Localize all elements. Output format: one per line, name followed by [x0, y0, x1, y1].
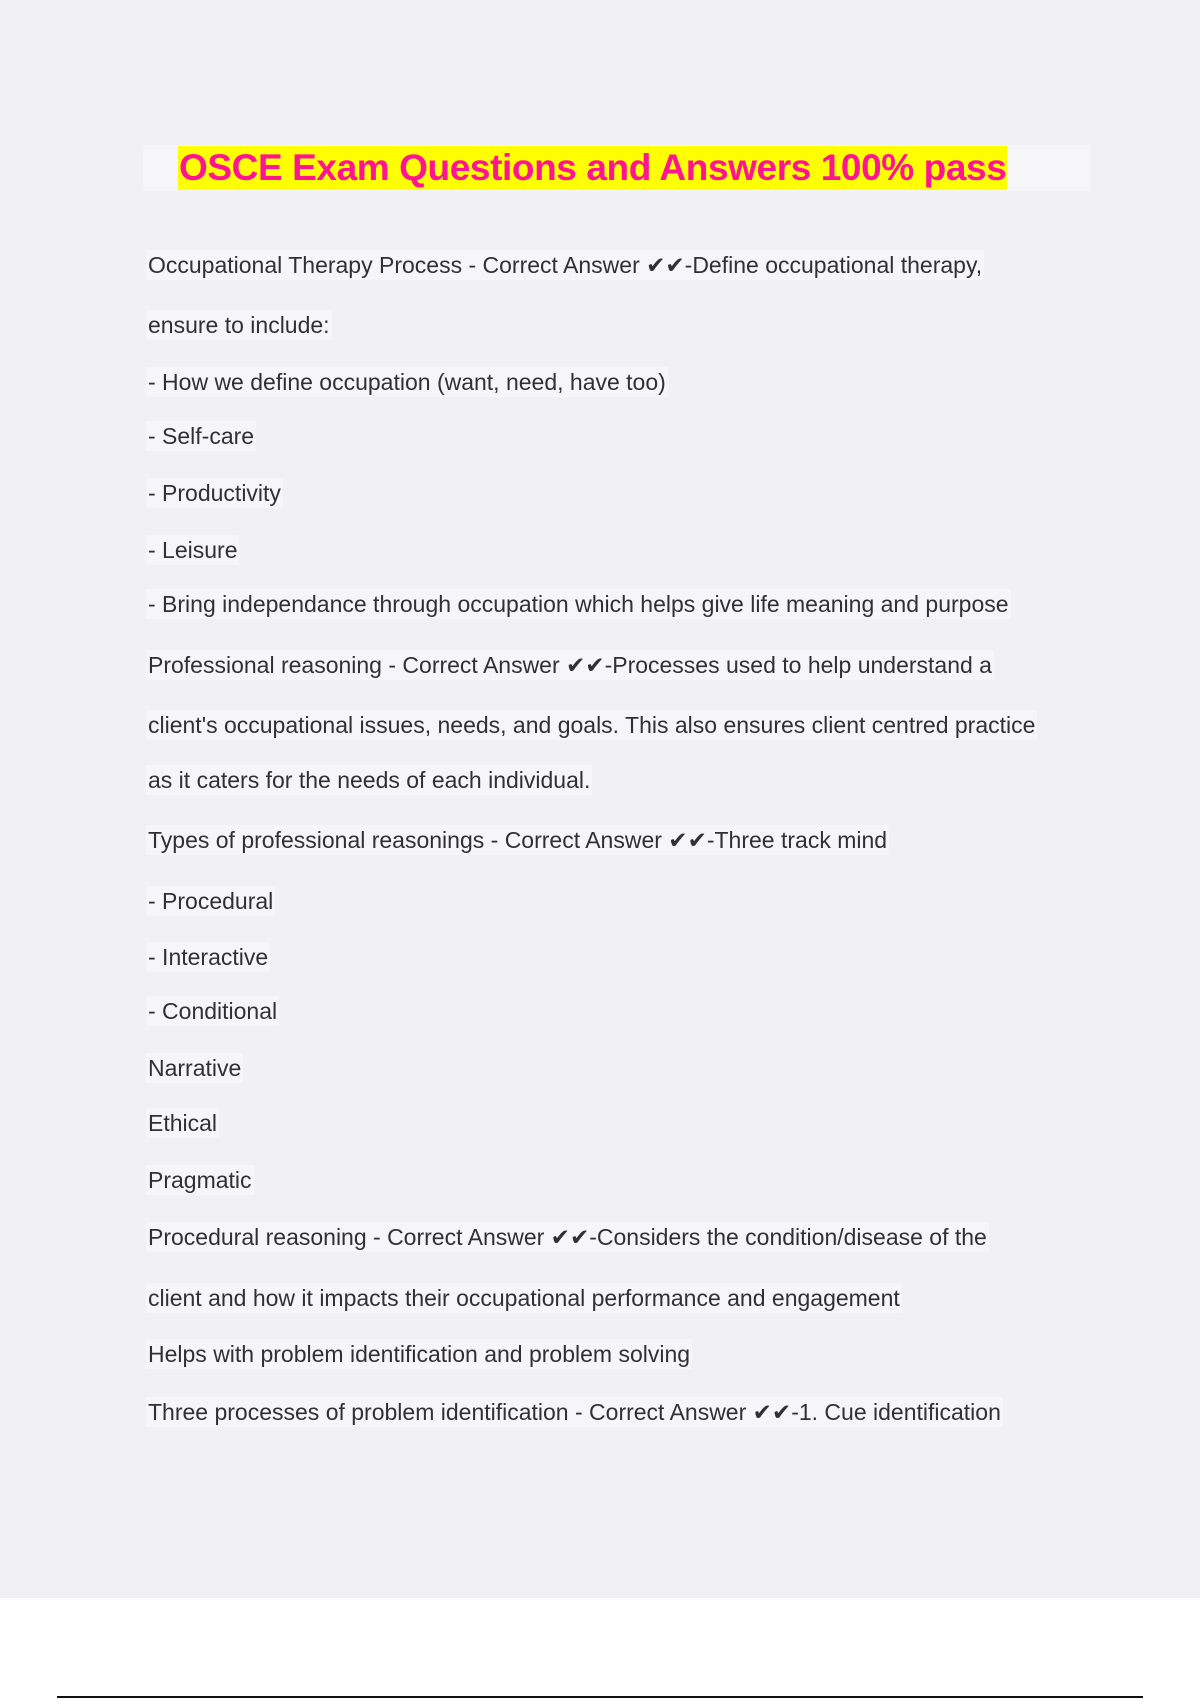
text-line: Three processes of problem identification - Correct Answer ✔✔-1. Cue identification: [148, 1399, 1001, 1425]
text-line: Types of professional reasonings - Correct Answer ✔✔-Three track mind: [148, 827, 888, 853]
text-line: - Procedural: [148, 888, 274, 914]
text-line: - Productivity: [148, 480, 281, 506]
text-line: - Bring independance through occupation which helps give life meaning and purpose: [148, 591, 1009, 617]
text-line: Pragmatic: [148, 1167, 252, 1193]
text-line: Occupational Therapy Process - Correct Answer ✔✔-Define occupational therapy,: [148, 252, 983, 278]
text-line: ensure to include:: [148, 312, 330, 338]
text-line: - Self-care: [148, 423, 255, 449]
text-line: Procedural reasoning - Correct Answer ✔✔-Considers the condition/disease of the: [148, 1224, 987, 1250]
text-line: as it caters for the needs of each individual.: [148, 767, 591, 793]
text-line: Narrative: [148, 1055, 242, 1081]
text-line: Ethical: [148, 1110, 218, 1136]
text-line: - Leisure: [148, 537, 238, 563]
text-line: client's occupational issues, needs, and goals. This also ensures client centred practice: [148, 712, 1036, 738]
text-line: - Conditional: [148, 998, 278, 1024]
text-line: client and how it impacts their occupational performance and engagement: [148, 1285, 900, 1311]
document-title: OSCE Exam Questions and Answers 100% pass: [179, 147, 1007, 188]
text-line: - How we define occupation (want, need, have too): [148, 369, 666, 395]
text-line: Professional reasoning - Correct Answer ✔✔-Processes used to help understand a: [148, 652, 992, 678]
text-line: - Interactive: [148, 944, 269, 970]
text-line: Helps with problem identification and problem solving: [148, 1341, 691, 1367]
page-bottom-rule: [57, 1696, 1143, 1698]
